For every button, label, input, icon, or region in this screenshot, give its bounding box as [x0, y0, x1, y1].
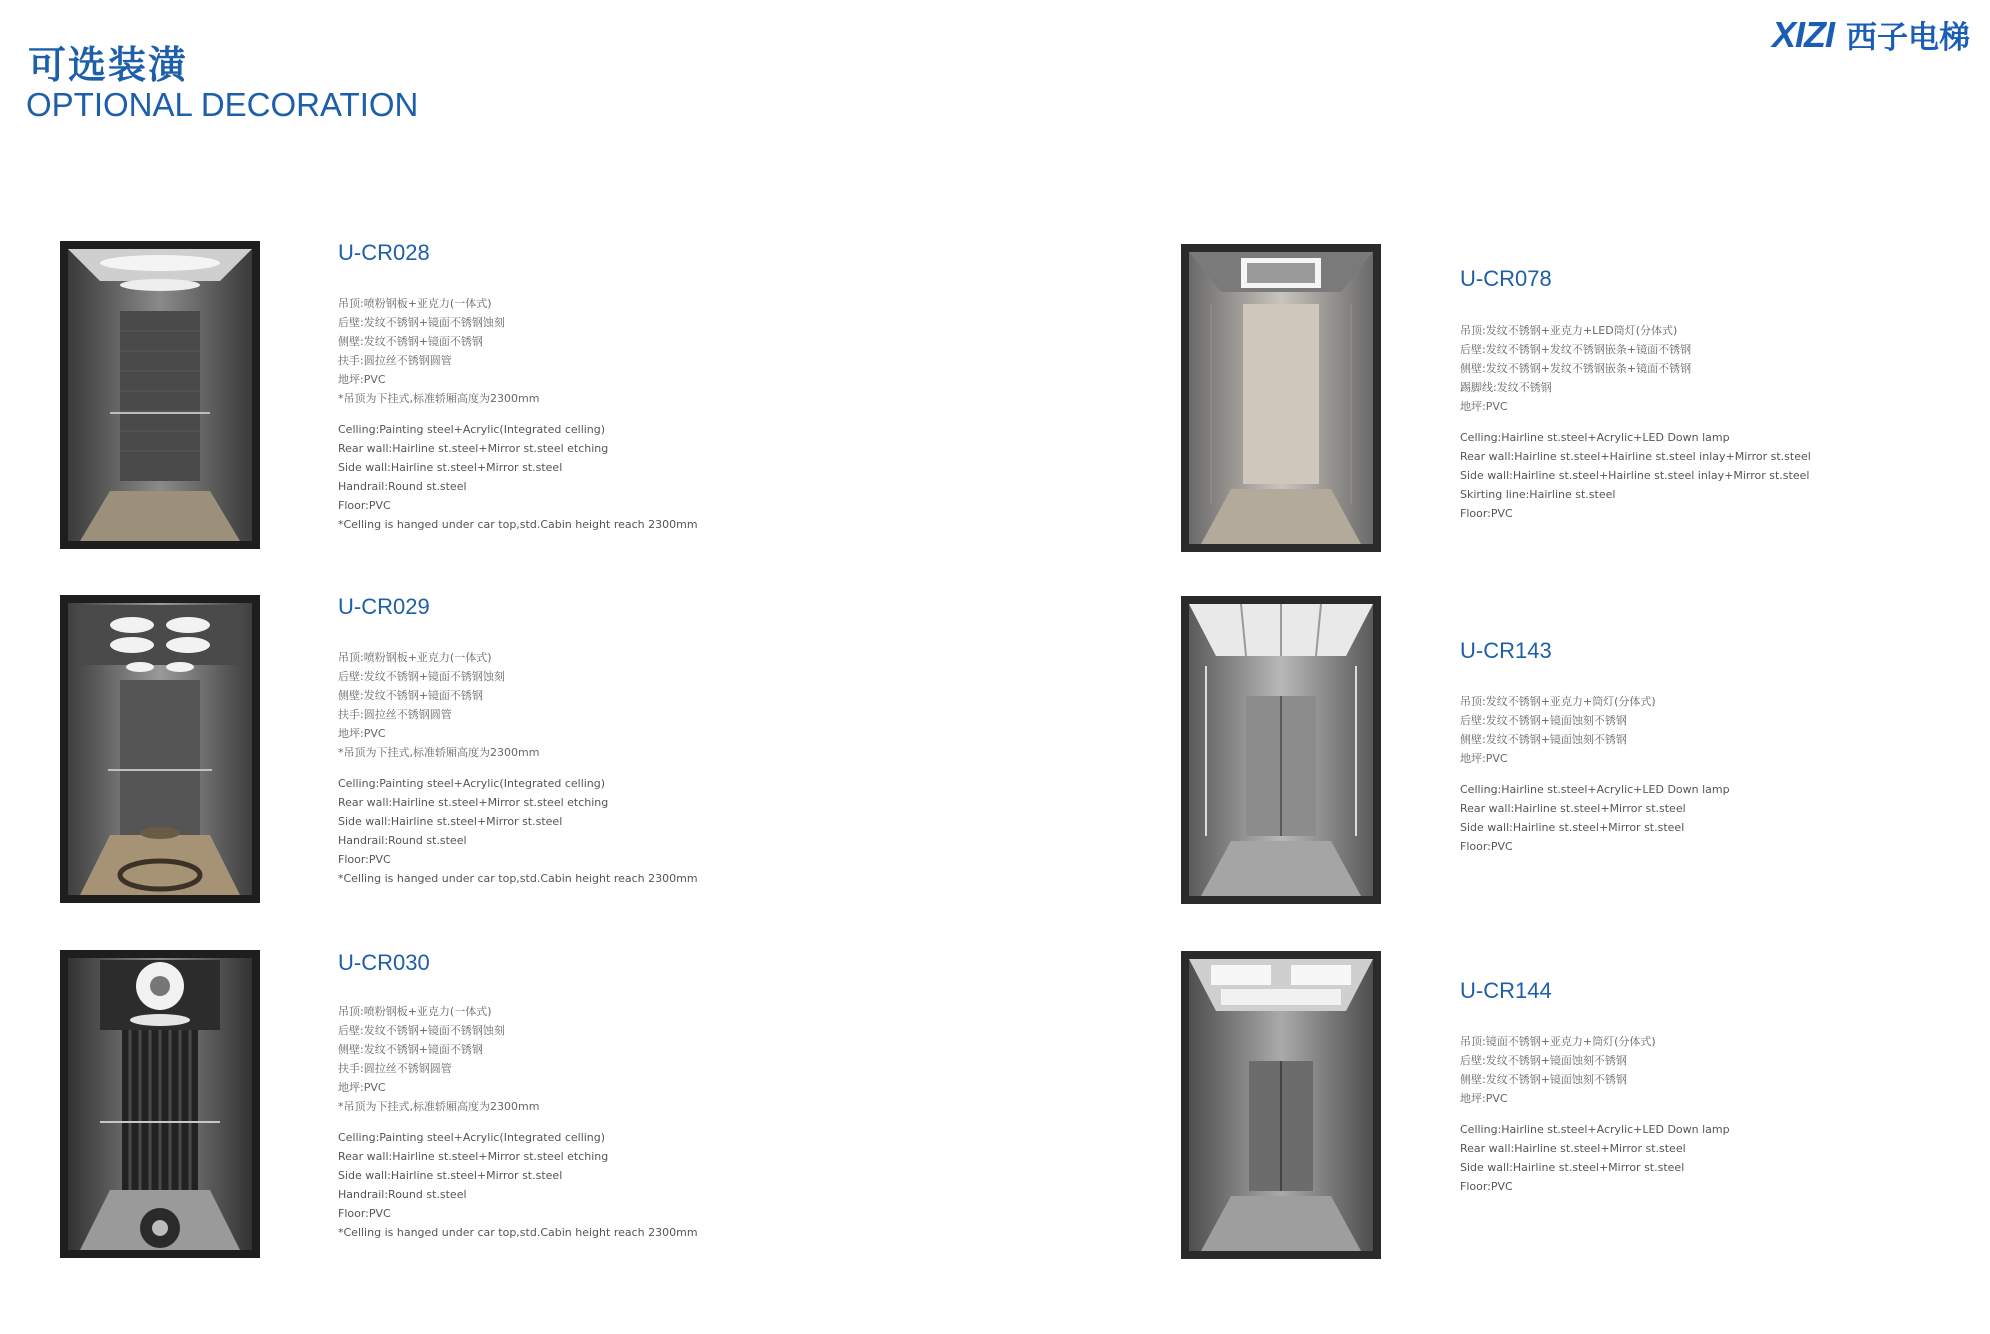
spec-line-cn: 侧壁:发纹不锈钢+发纹不锈钢嵌条+镜面不锈钢 — [1460, 362, 1692, 375]
spec-line-en: Handrail:Round st.steel — [338, 834, 467, 847]
spec-line-en: Rear wall:Hairline st.steel+Mirror st.steel etching — [338, 796, 609, 809]
spec-line-en: Side wall:Hairline st.steel+Mirror st.steel — [1460, 1161, 1685, 1174]
spec-block-u-cr078 — [1460, 321, 1811, 523]
spec-line-cn: 吊顶:喷粉钢板+亚克力(一体式) — [338, 651, 492, 664]
spec-line-en: Floor:PVC — [338, 853, 391, 866]
model-title: U-CR028 — [338, 240, 430, 265]
spec-line-en: Floor:PVC — [338, 499, 391, 512]
spec-line-cn: 侧壁:发纹不锈钢+镜面不锈钢 — [338, 689, 483, 702]
spec-line-cn: 吊顶:喷粉钢板+亚克力(一体式) — [338, 1005, 492, 1018]
spec-line-en: Rear wall:Hairline st.steel+Mirror st.steel etching — [338, 1150, 609, 1163]
spec-line-en: Skirting line:Hairline st.steel — [1460, 488, 1616, 501]
spec-line-cn: 地坪:PVC — [1460, 1092, 1508, 1105]
spec-line-cn: 吊顶:喷粉钢板+亚克力(一体式) — [338, 297, 492, 310]
spec-line-en: Side wall:Hairline st.steel+Mirror st.steel — [338, 1169, 563, 1182]
model-title: U-CR029 — [338, 594, 430, 619]
spec-line-cn: 后壁:发纹不锈钢+镜面不锈钢蚀刻 — [338, 670, 505, 683]
spec-line-cn: 地坪:PVC — [1460, 400, 1508, 413]
spec-line-en: Side wall:Hairline st.steel+Hairline st.steel inlay+Mirror st.steel — [1460, 469, 1810, 482]
spec-line-en: *Celling is hanged under car top,std.Cabin height reach 2300mm — [338, 1226, 698, 1239]
spec-line-cn: 扶手:圆拉丝不锈钢圆管 — [338, 354, 452, 367]
page-title-en: OPTIONAL DECORATION — [26, 86, 419, 123]
spec-line-cn: 侧壁:发纹不锈钢+镜面蚀刻不锈钢 — [1460, 1073, 1627, 1086]
spec-line-en: Celling:Painting steel+Acrylic(Integrated celling) — [338, 1131, 606, 1144]
spec-line-cn: *吊顶为下挂式,标准轿厢高度为2300mm — [338, 392, 540, 405]
spec-line-cn: 后壁:发纹不锈钢+发纹不锈钢嵌条+镜面不锈钢 — [1460, 343, 1692, 356]
spec-line-en: Floor:PVC — [338, 1207, 391, 1220]
spec-line-cn: 侧壁:发纹不锈钢+镜面蚀刻不锈钢 — [1460, 733, 1627, 746]
spec-line-cn: 扶手:圆拉丝不锈钢圆管 — [338, 1062, 452, 1075]
spec-line-en: Side wall:Hairline st.steel+Mirror st.steel — [338, 815, 563, 828]
spec-line-cn: 地坪:PVC — [1460, 752, 1508, 765]
elevator-image-u-cr078 — [1181, 244, 1381, 552]
spec-line-en: Handrail:Round st.steel — [338, 480, 467, 493]
spec-line-en: Floor:PVC — [1460, 507, 1513, 520]
spec-line-cn: 后壁:发纹不锈钢+镜面不锈钢蚀刻 — [338, 1024, 505, 1037]
elevator-image-u-cr143 — [1181, 596, 1381, 904]
spec-line-cn: 扶手:圆拉丝不锈钢圆管 — [338, 708, 452, 721]
spec-line-cn: 吊顶:镜面不锈钢+亚克力+筒灯(分体式) — [1460, 1035, 1656, 1048]
spec-line-en: Celling:Hairline st.steel+Acrylic+LED Down lamp — [1460, 431, 1730, 444]
spec-line-cn: 踢脚线:发纹不锈钢 — [1460, 381, 1552, 394]
spec-line-cn: *吊顶为下挂式,标准轿厢高度为2300mm — [338, 1100, 540, 1113]
spec-line-cn: 吊顶:发纹不锈钢+亚克力+LED筒灯(分体式) — [1460, 324, 1678, 337]
spec-block-u-cr029 — [338, 648, 698, 888]
model-title: U-CR078 — [1460, 266, 1552, 291]
model-title: U-CR143 — [1460, 638, 1552, 663]
model-title: U-CR144 — [1460, 978, 1552, 1003]
logo-text-en: XIZI — [1771, 13, 1834, 55]
spec-line-en: Rear wall:Hairline st.steel+Hairline st.steel inlay+Mirror st.steel — [1460, 450, 1811, 463]
model-title: U-CR030 — [338, 950, 430, 975]
spec-block-u-cr143 — [1460, 692, 1730, 856]
spec-line-cn: *吊顶为下挂式,标准轿厢高度为2300mm — [338, 746, 540, 759]
spec-line-en: Celling:Hairline st.steel+Acrylic+LED Down lamp — [1460, 783, 1730, 796]
spec-line-en: Floor:PVC — [1460, 840, 1513, 853]
spec-line-cn: 吊顶:发纹不锈钢+亚克力+筒灯(分体式) — [1460, 695, 1656, 708]
spec-line-en: Floor:PVC — [1460, 1180, 1513, 1193]
spec-block-u-cr144 — [1460, 1032, 1730, 1196]
spec-line-en: Celling:Painting steel+Acrylic(Integrated celling) — [338, 777, 606, 790]
brand-logo — [1772, 12, 1970, 57]
spec-line-cn: 地坪:PVC — [338, 1081, 386, 1094]
spec-line-cn: 后壁:发纹不锈钢+镜面蚀刻不锈钢 — [1460, 1054, 1627, 1067]
spec-block-u-cr028 — [338, 294, 698, 534]
spec-line-en: Side wall:Hairline st.steel+Mirror st.steel — [338, 461, 563, 474]
spec-line-en: Celling:Hairline st.steel+Acrylic+LED Down lamp — [1460, 1123, 1730, 1136]
elevator-image-u-cr028 — [60, 241, 260, 549]
spec-line-cn: 后壁:发纹不锈钢+镜面不锈钢蚀刻 — [338, 316, 505, 329]
spec-line-cn: 地坪:PVC — [338, 727, 386, 740]
elevator-image-u-cr030 — [60, 950, 260, 1258]
spec-line-cn: 侧壁:发纹不锈钢+镜面不锈钢 — [338, 1043, 483, 1056]
spec-line-en: *Celling is hanged under car top,std.Cabin height reach 2300mm — [338, 518, 698, 531]
spec-line-en: Handrail:Round st.steel — [338, 1188, 467, 1201]
logo-text-cn: 西子电梯 — [1846, 20, 1970, 56]
page-title-cn: 可选装潢 — [28, 43, 189, 87]
spec-block-u-cr030 — [338, 1002, 698, 1242]
spec-line-en: Rear wall:Hairline st.steel+Mirror st.steel — [1460, 802, 1686, 815]
spec-line-en: Rear wall:Hairline st.steel+Mirror st.steel etching — [338, 442, 609, 455]
spec-line-en: Side wall:Hairline st.steel+Mirror st.steel — [1460, 821, 1685, 834]
spec-line-cn: 后壁:发纹不锈钢+镜面蚀刻不锈钢 — [1460, 714, 1627, 727]
elevator-image-u-cr144 — [1181, 951, 1381, 1259]
spec-line-en: *Celling is hanged under car top,std.Cabin height reach 2300mm — [338, 872, 698, 885]
spec-line-cn: 地坪:PVC — [338, 373, 386, 386]
spec-line-cn: 侧壁:发纹不锈钢+镜面不锈钢 — [338, 335, 483, 348]
spec-line-en: Rear wall:Hairline st.steel+Mirror st.steel — [1460, 1142, 1686, 1155]
elevator-image-u-cr029 — [60, 595, 260, 903]
spec-line-en: Celling:Painting steel+Acrylic(Integrated celling) — [338, 423, 606, 436]
